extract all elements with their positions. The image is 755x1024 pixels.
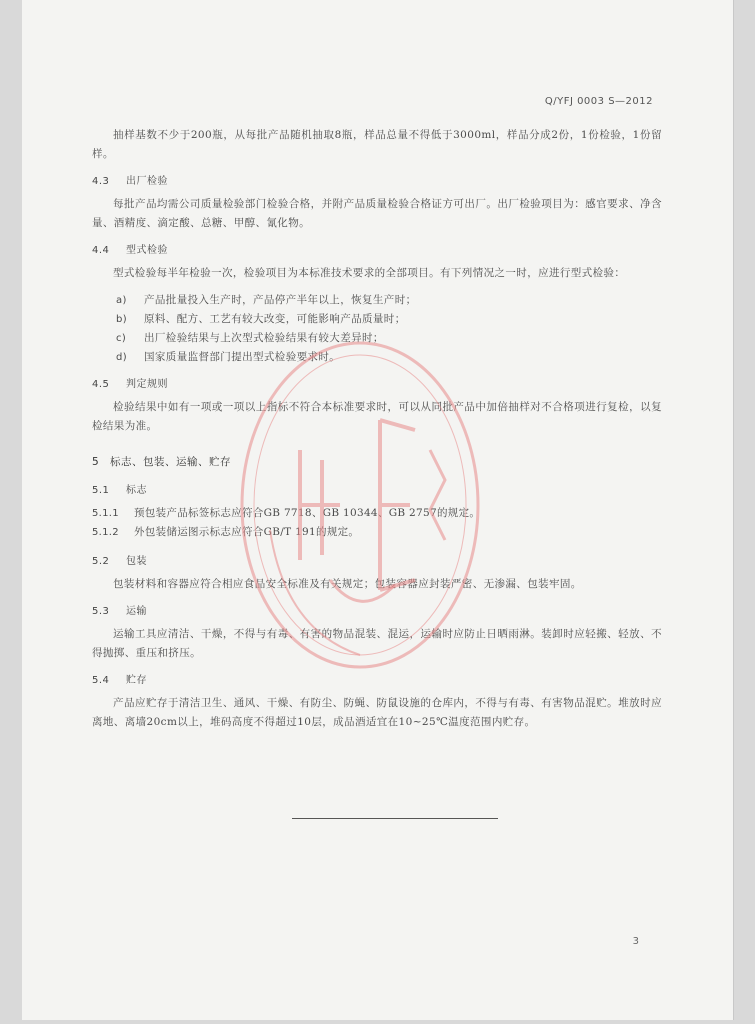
section-heading-5-1: [92, 481, 662, 496]
list-marker: b): [116, 314, 128, 325]
section-number: 5.3: [92, 606, 110, 617]
sampling-paragraph: 抽样基数不少于200瓶，从每批产品随机抽取8瓶，样品总量不得低于3000ml，样品分成2份，1份检验，1份留样。: [92, 129, 662, 160]
section-title: 出厂检验: [126, 176, 168, 187]
section-number: 5.2: [92, 556, 110, 567]
section-title: 标志: [126, 485, 147, 496]
list-text: 产品批量投入生产时，产品停产半年以上，恢复生产时；: [144, 294, 417, 306]
chapter-number: 5: [92, 456, 100, 468]
packaging-paragraph: 包装材料和容器应符合相应食品安全标准及有关规定；包装容器应封装严密、无渗漏、包装牢固。: [113, 578, 582, 590]
section-number: 5.4: [92, 675, 110, 686]
section-heading-4-4: [92, 241, 662, 256]
clause-text: 外包装储运图示标志应符合GB/T 191的规定。: [134, 526, 360, 538]
section-number: 4.5: [92, 379, 110, 390]
section-heading-5-3: [92, 602, 662, 617]
list-item: [92, 310, 662, 329]
chapter-heading-5: [92, 454, 662, 469]
section-title: 判定规则: [126, 379, 168, 390]
section-number: 5.1: [92, 485, 110, 496]
section-title: 贮存: [126, 675, 147, 686]
list-text: 出厂检验结果与上次型式检验结果有较大差异时；: [144, 332, 384, 344]
section-heading-5-2: [92, 552, 662, 567]
type-inspection-conditions: [92, 291, 662, 367]
storage-paragraph: 产品应贮存于清洁卫生、通风、干燥、有防尘、防蝇、防鼠设施的仓库内，不得与有毒、有害物品混贮。堆放时应离地、离墙20cm以上，堆码高度不得超过10层，成品酒适宜在10~25℃温度范围内贮存。: [92, 697, 662, 728]
section-title: 型式检验: [126, 245, 168, 256]
list-item: [92, 348, 662, 367]
page-number: 3: [632, 936, 639, 947]
section-number: 4.3: [92, 176, 110, 187]
list-marker: d): [116, 352, 128, 363]
list-text: 国家质量监督部门提出型式检验要求时。: [144, 351, 341, 363]
section-heading-5-4: [92, 671, 662, 686]
factory-inspection-paragraph: 每批产品均需公司质量检验部门检验合格，并附产品质量检验合格证方可出厂。出厂检验项目为：感官要求、净含量、酒精度、滴定酸、总糖、甲醇、氰化物。: [92, 198, 662, 229]
list-marker: a): [116, 295, 127, 306]
list-item: [92, 329, 662, 348]
end-rule-line: [292, 818, 498, 819]
list-text: 原料、配方、工艺有较大改变，可能影响产品质量时；: [144, 313, 406, 325]
document-code: Q/YFJ 0003 S—2012: [544, 96, 653, 107]
clause-5-1-1: [92, 504, 662, 523]
section-title: 运输: [126, 606, 147, 617]
chapter-title: 标志、包装、运输、贮存: [110, 456, 231, 468]
clause-5-1-2: [92, 523, 662, 542]
transport-paragraph: 运输工具应清洁、干燥，不得与有毒、有害的物品混装、混运，运输时应防止日晒雨淋。装卸时应轻搬、轻放、不得抛掷、重压和挤压。: [92, 628, 662, 659]
type-inspection-paragraph: 型式检验每半年检验一次，检验项目为本标准技术要求的全部项目。有下列情况之一时，应进行型式检验：: [113, 267, 626, 279]
section-heading-4-5: [92, 375, 662, 390]
document-body: [92, 126, 662, 740]
list-marker: c): [116, 333, 127, 344]
list-item: [92, 291, 662, 310]
clause-number: 5.1.1: [92, 508, 119, 519]
document-page: [22, 0, 734, 1020]
judgement-rules-paragraph: 检验结果中如有一项或一项以上指标不符合本标准要求时，可以从同批产品中加倍抽样对不合格项进行复检，以复检结果为准。: [92, 401, 662, 432]
clause-number: 5.1.2: [92, 527, 119, 538]
section-heading-4-3: [92, 172, 662, 187]
clause-text: 预包装产品标签标志应符合GB 7718、GB 10344、GB 2757的规定。: [134, 507, 481, 519]
section-number: 4.4: [92, 245, 110, 256]
section-title: 包装: [126, 556, 147, 567]
